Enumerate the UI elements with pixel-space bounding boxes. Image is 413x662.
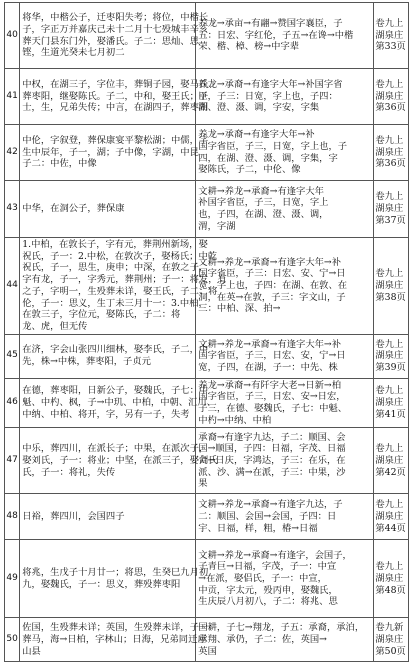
biography-cell bbox=[20, 494, 196, 540]
lineage-cell bbox=[196, 428, 374, 494]
lineage-line: 宽，字上也，子四：在湖、在敦、在 bbox=[198, 279, 348, 291]
biography-cell bbox=[20, 378, 216, 428]
source-line: 卷九上 bbox=[375, 443, 404, 455]
lineage-line: 荣、楷、樟、榜→中字辈 bbox=[198, 41, 300, 53]
lineage-line: 国→顺国，子四：日福，字茂、日福 bbox=[198, 443, 346, 455]
source-line: 卷九上 bbox=[375, 268, 404, 280]
row-number: 44 bbox=[5, 238, 20, 335]
source-line: 湖泉庄 bbox=[375, 203, 404, 215]
lineage-line: 养龙→承亩→有翮→赞国字襄臣，子 bbox=[198, 17, 343, 29]
lineage-cell bbox=[196, 3, 374, 69]
table-row bbox=[5, 3, 409, 69]
biography-line: 先，株→中株，葬枣阳，子贞元 bbox=[22, 356, 151, 368]
source-cell bbox=[374, 428, 409, 494]
biography-line: 中纳、中柏、将开，字，另有一子，失考 bbox=[22, 408, 190, 420]
biography-line: 日裕，葬四川，会国四子 bbox=[22, 511, 125, 523]
source-line: 卷九上 bbox=[375, 385, 404, 397]
biography-line: 氏，子一：将礼，失传 bbox=[22, 466, 116, 478]
lineage-line: 也，子四，在湖、澄、滠、调， bbox=[198, 209, 329, 220]
source-cell bbox=[374, 125, 409, 181]
source-line: 第50页 bbox=[375, 645, 406, 657]
table-row bbox=[5, 494, 409, 540]
row-number: 48 bbox=[5, 494, 20, 540]
biography-line: 在敦三子，字位元，娶陈氏，子二：将 bbox=[22, 309, 181, 321]
lineage-cell bbox=[196, 494, 374, 540]
lineage-cell bbox=[196, 540, 374, 618]
row-number: 46 bbox=[5, 378, 20, 428]
source-line: 湖泉庄 bbox=[375, 29, 404, 41]
source-line: 卷九上 bbox=[375, 134, 404, 146]
biography-cell bbox=[20, 69, 218, 125]
table-row bbox=[5, 125, 409, 181]
biography-cell bbox=[20, 181, 196, 238]
source-line: 第39页 bbox=[375, 361, 406, 373]
table-row bbox=[5, 378, 409, 428]
lineage-line: 中杓→中纳、中柏 bbox=[198, 414, 272, 426]
lineage-line: 果 bbox=[198, 478, 208, 490]
source-cell bbox=[374, 238, 409, 335]
biography-line: 1.中柏，在敦长子，字有元，葬荆州新场，娶 bbox=[22, 239, 208, 250]
lineage-line: 四，在湖、澄、滠、调，字集，字 bbox=[198, 152, 338, 164]
row-number: 41 bbox=[5, 69, 20, 125]
biography-line: 九，娶魏氏，子一：思义，葬殁葬枣阳 bbox=[22, 578, 181, 590]
lineage-line: →在派，娶侣氏，子一：中宣， bbox=[198, 573, 327, 585]
biography-line: 在济，字会山张四川细林，娶李氏，子二，中 bbox=[22, 344, 209, 356]
lineage-cell bbox=[196, 181, 374, 238]
lineage-line: 文耕→养龙→承裔→有逢字大年 bbox=[198, 185, 324, 197]
biography-line: 葬天门县东门外，娶潘氏。子二：思灿、思 bbox=[22, 35, 199, 47]
lineage-line: 宽，子四，在湖，子一：中先、株 bbox=[198, 361, 338, 373]
source-line: 湖泉庄 bbox=[375, 455, 404, 467]
lineage-line: 娶陈氏，子二，中伦、像 bbox=[198, 164, 301, 176]
source-cell bbox=[374, 494, 409, 540]
lineage-line: 国字省臣，子三，日宏、安，宁→日 bbox=[198, 350, 346, 362]
source-line: 湖泉庄 bbox=[375, 397, 404, 409]
lineage-line: 养龙→承裔→有阡字大老→日新→柏 bbox=[198, 379, 342, 391]
biography-line: 祝氏，子一：2.中松，在敦次子，娶杨氏；中乾 bbox=[22, 250, 218, 262]
source-line: 湖泉庄 bbox=[375, 573, 404, 585]
lineage-cell bbox=[196, 69, 374, 125]
row-number: 47 bbox=[5, 428, 20, 494]
source-line: 湖泉庄 bbox=[375, 90, 404, 102]
genealogy-table bbox=[4, 2, 409, 662]
biography-line: 将华，中楷公子，迁枣阳失考；将位，中楷长 bbox=[22, 12, 209, 24]
table-row bbox=[5, 428, 409, 494]
lineage-line: 文耕→养龙→承裔→有逢字九达，子 bbox=[198, 499, 343, 511]
lineage-line: 国耕，子七→翔龙，子五：承裔，承泊， bbox=[198, 622, 365, 634]
biography-line: 字有龙，子一，字秀元，葬荆州；子一：将发，有 bbox=[22, 274, 227, 286]
biography-line: 中权，在湖三子，字位丰，葬铜子园，娶马氏、 bbox=[22, 78, 218, 90]
source-line: 第36页 bbox=[375, 158, 406, 170]
biography-line: 葬马，海→日柏，字林山；日海，兄弟同迁应 bbox=[22, 634, 207, 646]
source-line: 卷九新 bbox=[375, 622, 404, 634]
source-cell bbox=[374, 618, 409, 662]
row-number: 43 bbox=[5, 181, 20, 238]
lineage-line: 中贡，字太元，殁丙申，娶魏氏， bbox=[198, 584, 338, 596]
lineage-line: 臣，子三：日宽，字上也，子四： bbox=[198, 90, 338, 102]
biography-cell bbox=[20, 125, 209, 181]
biography-cell bbox=[20, 618, 218, 662]
lineage-line: 承翔、承仍，子二：佐，英国→ bbox=[198, 634, 327, 646]
biography-line: 中乐，葬四川，在派长子；中果，在派次子， bbox=[22, 443, 209, 455]
lineage-line: 子青巨→日福，字茂，子一：中宣 bbox=[198, 561, 337, 573]
biography-line: 佐国，生殁葬未详；英国，生殁葬未详，子一： bbox=[22, 622, 218, 634]
lineage-line: 宇、日福，样，粗，椿→日福 bbox=[198, 522, 318, 534]
biography-cell bbox=[20, 238, 227, 335]
source-line: 湖泉庄 bbox=[375, 279, 404, 291]
biography-line: 葬枣阳，继娶陈氏。子二，中和，娶王氏；子 bbox=[22, 90, 209, 102]
source-line: 卷九上 bbox=[375, 499, 404, 511]
lineage-line: 补国字省臣，子三，日宽，字上 bbox=[198, 197, 329, 209]
lineage-cell bbox=[196, 238, 374, 335]
lineage-line: 五：日宏、字红伦，子五→在谗→中楷 bbox=[198, 29, 354, 41]
lineage-line: 生庆辰八月初八，子二：将兆、思 bbox=[198, 596, 338, 608]
biography-line: 伦，子一：思义，生丁未三月十一：3.中柏， bbox=[22, 297, 208, 309]
lineage-cell bbox=[196, 125, 374, 181]
biography-line: 中华，在洞公子，葬保康 bbox=[22, 203, 125, 215]
table-row bbox=[5, 334, 409, 378]
source-line: 第38页 bbox=[375, 291, 406, 303]
lineage-line: 国字省臣，子三，日宏、安→日宏， bbox=[198, 391, 346, 403]
biography-cell bbox=[20, 3, 209, 69]
source-line: 湖泉庄 bbox=[375, 511, 404, 523]
row-number: 49 bbox=[5, 540, 20, 618]
source-cell bbox=[374, 69, 409, 125]
lineage-cell bbox=[196, 618, 374, 662]
biography-line: 在德，葬枣阳，日新公子，娶魏氏，子七：中 bbox=[22, 385, 209, 397]
biography-cell bbox=[20, 428, 218, 494]
biography-line: 娶刘氏，子一：将业；中坚，在派三子，娶刘氏 bbox=[22, 455, 218, 467]
table-row bbox=[5, 618, 409, 662]
source-cell bbox=[374, 334, 409, 378]
biography-cell bbox=[20, 540, 209, 618]
biography-line: 之子，字明一，生殁葬未详，娶王氏，子二：将 bbox=[22, 285, 218, 297]
lineage-line: 子三，在德、娶魏氏，子七：中魁、 bbox=[198, 403, 348, 415]
source-line: 卷九上 bbox=[375, 338, 404, 350]
row-number: 50 bbox=[5, 618, 20, 662]
biography-line: 祝氏，子一，思生，庚申；中深，在敦之子， bbox=[22, 262, 209, 274]
row-number: 42 bbox=[5, 125, 20, 181]
source-line: 第37页 bbox=[375, 214, 406, 226]
biography-cell bbox=[20, 334, 209, 378]
source-line: 第42页 bbox=[375, 466, 406, 478]
biography-line: 中伦，字叙登，葬保康宴平黎松湖；中儒，字 bbox=[22, 134, 209, 146]
biography-line: 士，生，兄弟失传；中言，在湖四子，葬枣阳 bbox=[22, 102, 209, 114]
table-row bbox=[5, 238, 409, 335]
lineage-line: 洞，在英→在敦，子三：字文山，子 bbox=[198, 291, 346, 303]
lineage-line: 派、沙、满→在派，子三：中果，沙 bbox=[198, 466, 346, 478]
row-number: 45 bbox=[5, 334, 20, 378]
lineage-line: 文耕→养龙→承裔→有逢字大年→补 bbox=[198, 338, 342, 350]
table-row bbox=[5, 540, 409, 618]
biography-line: 子二：中佐，中像 bbox=[22, 158, 97, 170]
biography-line: 铿，生道光癸未七月初二 bbox=[22, 47, 125, 59]
source-cell bbox=[374, 181, 409, 238]
source-line: 湖泉庄 bbox=[375, 634, 404, 646]
lineage-line: 湖、澄、滠、调，字安，字集 bbox=[198, 102, 320, 114]
source-line: 卷九上 bbox=[375, 78, 404, 90]
lineage-cell bbox=[196, 378, 374, 428]
lineage-line: 养龙→承裔→有逢字大年→补国字省 bbox=[198, 78, 343, 90]
source-line: 第44页 bbox=[375, 522, 406, 534]
lineage-line: 文耕→养龙→承裔→有逢字大年→补 bbox=[198, 256, 342, 268]
source-cell bbox=[374, 540, 409, 618]
table-row bbox=[5, 69, 409, 125]
table-body bbox=[5, 3, 409, 662]
biography-line: 魁、中杓、枫，子→中玑、中柏，中朝、汇川、 bbox=[22, 397, 216, 409]
biography-line: 生中辰年，子一，湖；子中像，字湖，中昆 bbox=[22, 146, 199, 158]
lineage-line: 养龙→承裔→有逢字大年→补 bbox=[198, 129, 315, 141]
lineage-line: 英国 bbox=[198, 645, 217, 657]
biography-line: 将兆，生戊子十月廿一；将思，生癸巳九月初 bbox=[22, 567, 209, 579]
lineage-line: 合→日庆，字鸿达，子三：在乐，在 bbox=[198, 455, 346, 467]
source-line: 湖泉庄 bbox=[375, 350, 404, 362]
lineage-line: 国字省臣，子三，日宽，字上也，子 bbox=[198, 140, 348, 152]
biography-line: 山县 bbox=[22, 645, 41, 657]
biography-line: 子，字正万并嘉庆己未十二月十七殁城丰辛亥 bbox=[22, 23, 209, 35]
lineage-line: 二：顺国、会国→会国，子四：日 bbox=[198, 511, 337, 523]
source-line: 第33页 bbox=[375, 41, 406, 53]
source-line: 湖泉庄 bbox=[375, 146, 404, 158]
source-line: 卷九上 bbox=[375, 17, 404, 29]
lineage-line: 三：中柏、深、拍→ bbox=[198, 303, 281, 315]
source-cell bbox=[374, 3, 409, 69]
source-line: 卷九上 bbox=[375, 561, 404, 573]
lineage-line: 承裔→有逢字九达，子二：顺国、会 bbox=[198, 431, 346, 443]
table-row bbox=[5, 181, 409, 238]
biography-line: 龙、虎，但无传 bbox=[22, 320, 88, 332]
source-line: 第48页 bbox=[375, 584, 406, 596]
lineage-cell bbox=[196, 334, 374, 378]
source-line: 第36页 bbox=[375, 102, 406, 114]
source-cell bbox=[374, 378, 409, 428]
source-line: 卷九上 bbox=[375, 191, 404, 203]
lineage-line: 文耕→养龙→承裔→有逢字，会国子， bbox=[198, 549, 352, 561]
lineage-line: 国字省臣，子三：日宏、安、宁→日 bbox=[198, 268, 346, 280]
source-line: 第41页 bbox=[375, 408, 406, 420]
row-number: 40 bbox=[5, 3, 20, 69]
lineage-line: 渭，字湖 bbox=[198, 220, 236, 232]
